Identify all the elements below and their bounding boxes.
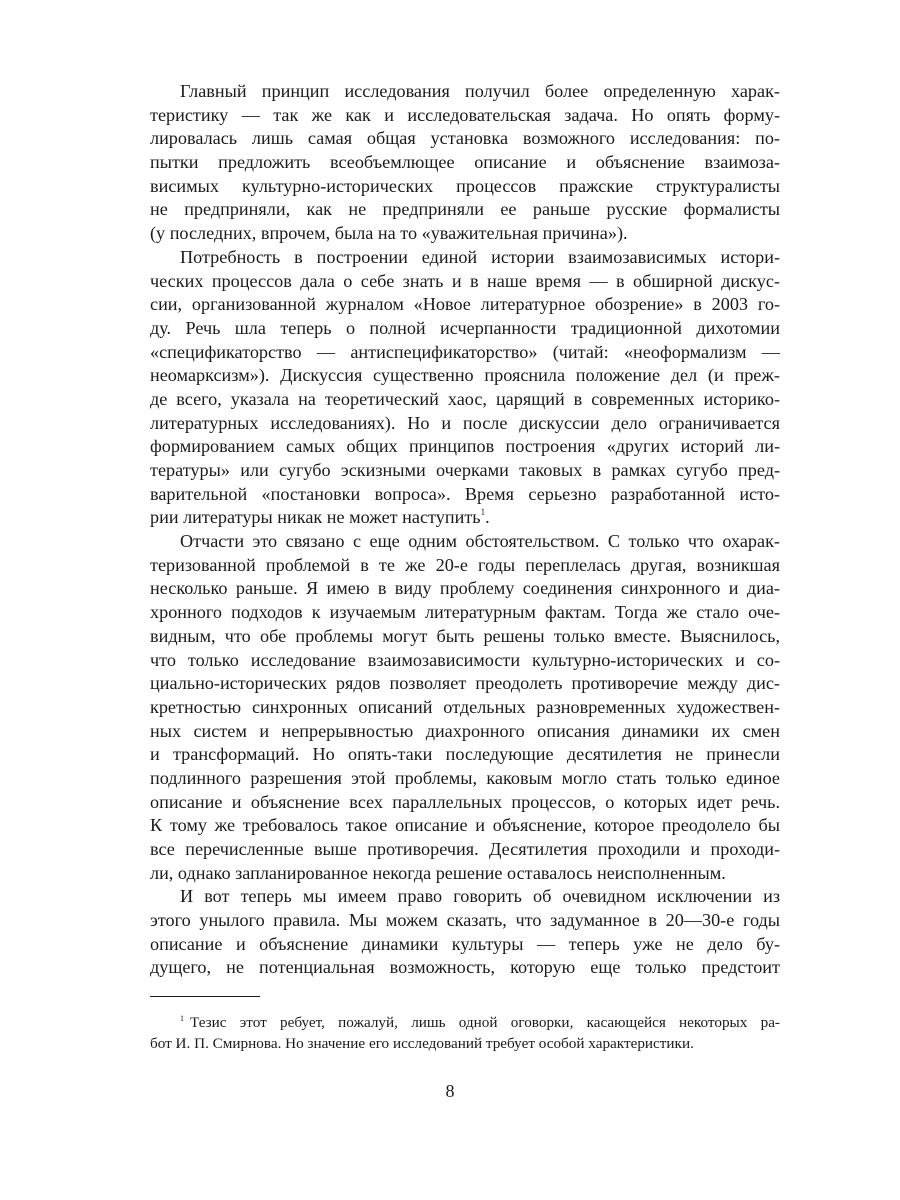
text-line: Главный принцип исследования получил более определенную харак-: [180, 81, 780, 101]
text-line: теристику — так же как и исследовательская задача. Но опять форму-: [150, 104, 780, 125]
text-line: что только исследование взаимозависимости культурно-исторических и со-: [150, 649, 780, 670]
text-line: ду. Речь шла теперь о полной исчерпанности традиционной дихотомии: [150, 317, 780, 338]
footnote-mark: 1: [180, 1014, 184, 1023]
text-line: теризованной проблемой в те же 20-е годы переплелась другая, возникшая: [150, 554, 780, 575]
text-line: несколько раньше. Я имею в виду проблему соединения синхронного и диа-: [150, 578, 780, 599]
text-line: этого унылого правила. Мы можем сказать, что задуманное в 20—30-е годы: [150, 910, 780, 931]
text-line: видным, что обе проблемы могут быть решены только вместе. Выяснилось,: [150, 625, 780, 646]
main-text: [150, 80, 780, 980]
footnote-line: [150, 1012, 780, 1033]
text-fragment: рии литературы никак не может наступить: [150, 507, 481, 528]
text-line: не предприняли, как не предприняли ее раньше русские формалисты: [150, 199, 780, 220]
text-line: ли, однако запланированное некогда решение оставалось неисполненным.: [150, 862, 726, 883]
text-line: де всего, указала на теоретический хаос, царящий в современных историко-: [150, 388, 780, 409]
text-line: хронного подходов к изучаемым литературным фактам. Тогда же стало оче-: [150, 602, 780, 623]
text-line: все перечисленные выше противоречия. Десятилетия проходили и проходи-: [150, 839, 780, 859]
text-line: пытки предложить всеобъемлющее описание и объяснение взаимоза-: [150, 152, 780, 173]
text-line: и трансформаций. Но опять-таки последующие десятилетия не принесли: [150, 744, 780, 765]
footnote-reference[interactable]: 1: [480, 507, 486, 518]
footnote-separator: [150, 996, 260, 997]
text-line: тературы» или сугубо эскизными очерками таковых в рамках сугубо пред-: [150, 460, 780, 480]
text-line: ческих процессов дала о себе знать и в наше время — в обширной дискус-: [150, 270, 780, 291]
text-line: К тому же требовалось такое описание и объяснение, которое преодолело бы: [150, 815, 780, 836]
text-line: описание и объяснение динамики культуры — теперь уже не дело бу-: [150, 933, 780, 954]
text-line: (у последних, впрочем, была на то «уважительная причина»).: [150, 223, 628, 244]
text-line: дущего, не потенциальная возможность, которую еще только предстоит: [150, 957, 780, 978]
footnotes: [150, 1012, 780, 1054]
text-line: кретностью синхронных описаний отдельных разновременных художествен-: [150, 696, 780, 717]
footnote-line: бот И. П. Смирнова. Но значение его исследований требует особой характеристики.: [150, 1035, 694, 1052]
text-line: Потребность в построении единой истории взаимозависимых истори-: [180, 246, 780, 267]
text-line: литературных исследованиях). Но и после дискуссии дело ограничивается: [150, 412, 780, 433]
text-fragment: .: [485, 507, 490, 528]
text-line: неомарксизм»). Дискуссия существенно прояснила положение дел (и преж-: [150, 365, 780, 386]
text-line: сии, организованной журналом «Новое литературное обозрение» в 2003 го-: [150, 294, 780, 315]
footnote-text: Тезис этот ребует, пожалуй, лишь одной оговорки, касающейся некоторых ра-: [190, 1014, 780, 1031]
text-line: ных систем и непрерывностью диахронного описания динамики их смен: [150, 720, 780, 741]
text-line: описание и объяснение всех параллельных процессов, о которых идет речь.: [150, 791, 780, 812]
text-line: лировалась лишь самая общая установка возможного исследования: по-: [150, 128, 780, 149]
text-line: формированием самых общих принципов построения «других историй ли-: [150, 436, 780, 457]
text-line: подлинного разрешения этой проблемы, каковым могло стать только единое: [150, 767, 780, 788]
text-line: Отчасти это связано с еще одним обстоятельством. С только что охарак-: [180, 531, 780, 552]
text-line: циально-исторических рядов позволяет преодолеть противоречие между дис-: [150, 673, 780, 694]
text-line: варительной «постановки вопроса». Время серьезно разработанной исто-: [150, 483, 780, 504]
text-line: висимых культурно-исторических процессов пражские структуралисты: [150, 175, 780, 196]
text-line: И вот теперь мы имеем право говорить об очевидном исключении из: [180, 886, 780, 907]
page-number: 8: [445, 1081, 455, 1101]
text-line-with-footnote: [150, 506, 780, 530]
text-line: «спецификаторство — антиспецификаторство» (читай: «неоформализм —: [150, 341, 780, 362]
